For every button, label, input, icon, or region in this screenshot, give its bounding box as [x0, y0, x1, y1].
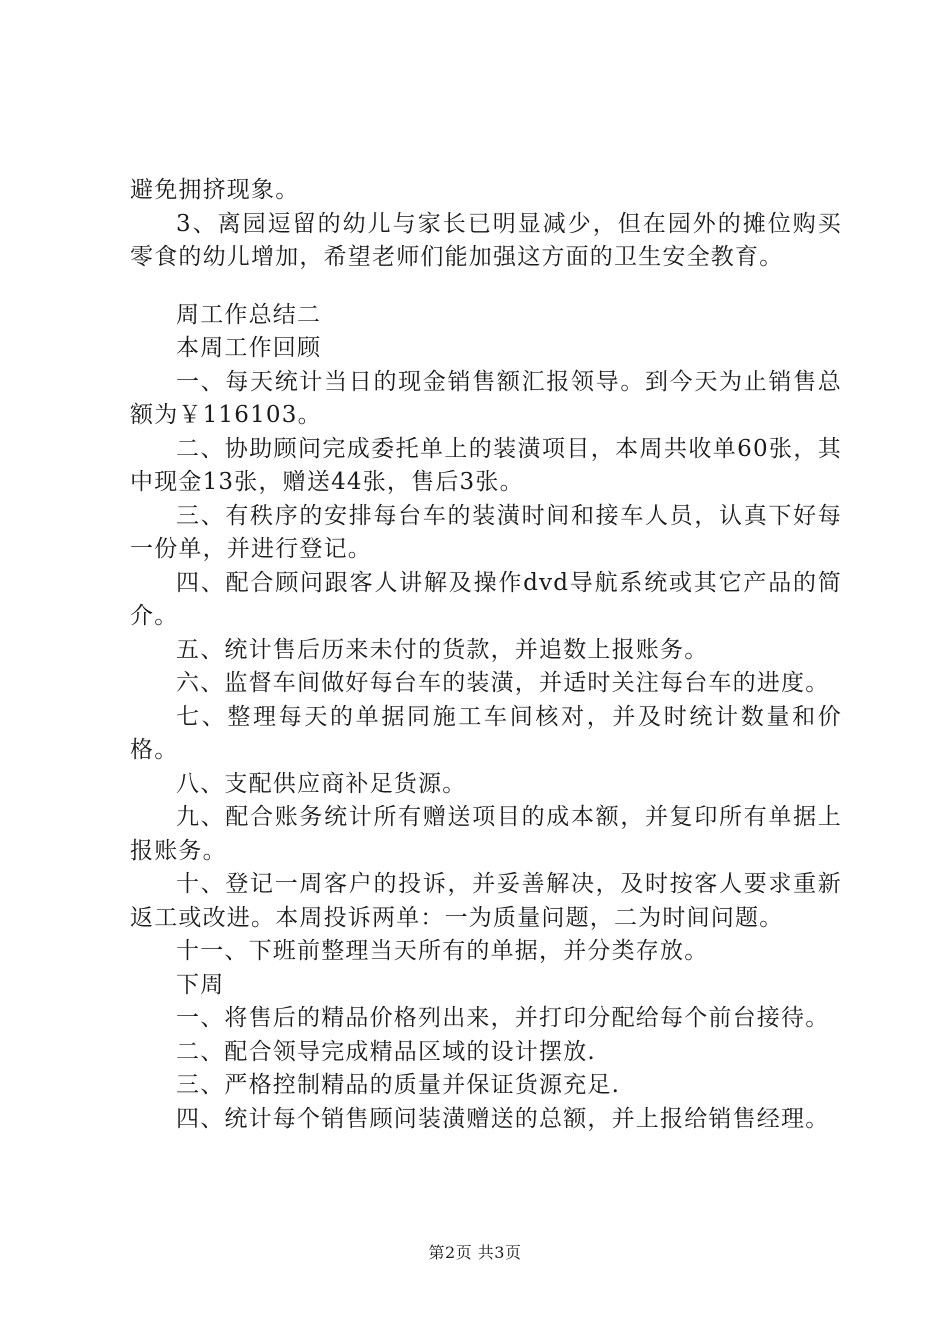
paragraph: 八、支配供应商补足货源。 [176, 770, 467, 797]
paragraph: 本周工作回顾 [176, 335, 322, 361]
paragraph: 十、登记一周客户的投诉，并妥善解决，及时按客人要求重新返工或改进。本周投诉两单：一为质量问题，二为时间问题。 [130, 871, 842, 931]
paragraph: 下周 [176, 971, 225, 998]
paragraph: 二、配合领导完成精品区域的设计摆放. [176, 1038, 596, 1065]
paragraph: 避免拥挤现象。 [130, 177, 300, 203]
paragraph: 九、配合账务统计所有赠送项目的成本额，并复印所有单据上报账务。 [130, 804, 842, 864]
paragraph: 周工作总结二 [176, 301, 322, 328]
paragraph: 四、配合顾问跟客人讲解及操作dvd导航系统或其它产品的简介。 [130, 569, 842, 629]
paragraph: 七、整理每天的单据同施工车间核对，并及时统计数量和价格。 [130, 703, 842, 763]
paragraph: 3、离园逗留的幼儿与家长已明显减少，但在园外的摊位购买零食的幼儿增加，希望老师们能加强这方面的卫生安全教育。 [130, 210, 842, 270]
paragraph: 六、监督车间做好每台车的装潢，并适时关注每台车的进度。 [176, 670, 830, 696]
paragraph: 四、统计每个销售顾问装潢赠送的总额，并上报给销售经理。 [176, 1105, 830, 1132]
document-body [130, 174, 842, 1136]
page-footer: 第2页 共3页 [428, 1243, 522, 1262]
paragraph: 一、每天统计当日的现金销售额汇报领导。到今天为止销售总额为￥116103。 [130, 368, 842, 428]
paragraph: 三、有秩序的安排每台车的装潢时间和接车人员，认真下好每一份单，并进行登记。 [130, 502, 842, 562]
paragraph: 三、严格控制精品的质量并保证货源充足. [176, 1072, 621, 1098]
paragraph: 五、统计售后历来未付的货款，并追数上报账务。 [176, 636, 709, 663]
paragraph: 十一、下班前整理当天所有的单据，并分类存放。 [176, 938, 709, 964]
paragraph: 二、协助顾问完成委托单上的装潢项目，本周共收单60张，其中现金13张，赠送44张，售后3张。 [130, 435, 842, 495]
paragraph: 一、将售后的精品价格列出来，并打印分配给每个前台接待。 [176, 1005, 830, 1031]
